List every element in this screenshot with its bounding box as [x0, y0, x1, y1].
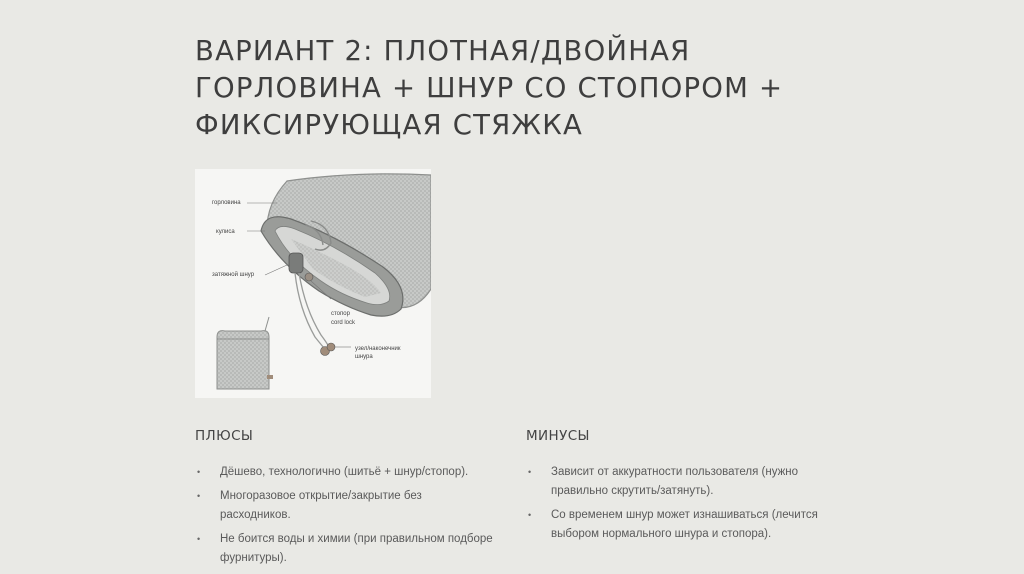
- drawstring-bag-illustration: [195, 169, 431, 398]
- stopper-shape: [289, 253, 303, 273]
- slide-title-line: ГОРЛОВИНА + ШНУР СО СТОПОРОМ +: [195, 72, 784, 104]
- label-knot: узел/наконечник: [355, 346, 401, 352]
- list-item: • Не боится воды и химии (при правильном подборе фурнитуры).: [195, 530, 495, 568]
- list-item: • Зависит от аккуратности пользователя (нужно правильно скрутить/затянуть).: [526, 463, 826, 501]
- label-cord-lock: cord lock: [331, 320, 356, 326]
- label-stopper: стопор: [331, 311, 350, 317]
- list-item: • Дёшево, технологично (шитьё + шнур/стопор).: [195, 463, 495, 482]
- label-neck: горловина: [212, 200, 241, 206]
- list-item: • Со временем шнур может изнашиваться (лечится выбором нормального шнура и стопора).: [526, 506, 826, 544]
- bag-thumbnail-tab-shape: [267, 375, 273, 379]
- pros-heading: ПЛЮСЫ: [195, 428, 254, 444]
- knot-shape: [327, 343, 335, 351]
- cons-heading: МИНУСЫ: [526, 428, 590, 444]
- slide-title-line: ФИКСИРУЮЩАЯ СТЯЖКА: [195, 109, 583, 141]
- label-knot-cord: шнура: [355, 354, 373, 360]
- pros-list: [195, 463, 495, 568]
- cons-column: [526, 428, 826, 549]
- stopper-button-shape: [305, 273, 313, 281]
- list-item: • Многоразовое открытие/закрытие без расходников.: [195, 487, 495, 525]
- slide-title-line: ВАРИАНТ 2: ПЛОТНАЯ/ДВОЙНАЯ: [195, 35, 691, 67]
- label-drawcord: затяжной шнур: [212, 272, 255, 278]
- slide-title: [195, 33, 895, 144]
- label-channel: кулиса: [216, 229, 235, 235]
- cons-list: [526, 463, 826, 544]
- pros-column: [195, 428, 495, 573]
